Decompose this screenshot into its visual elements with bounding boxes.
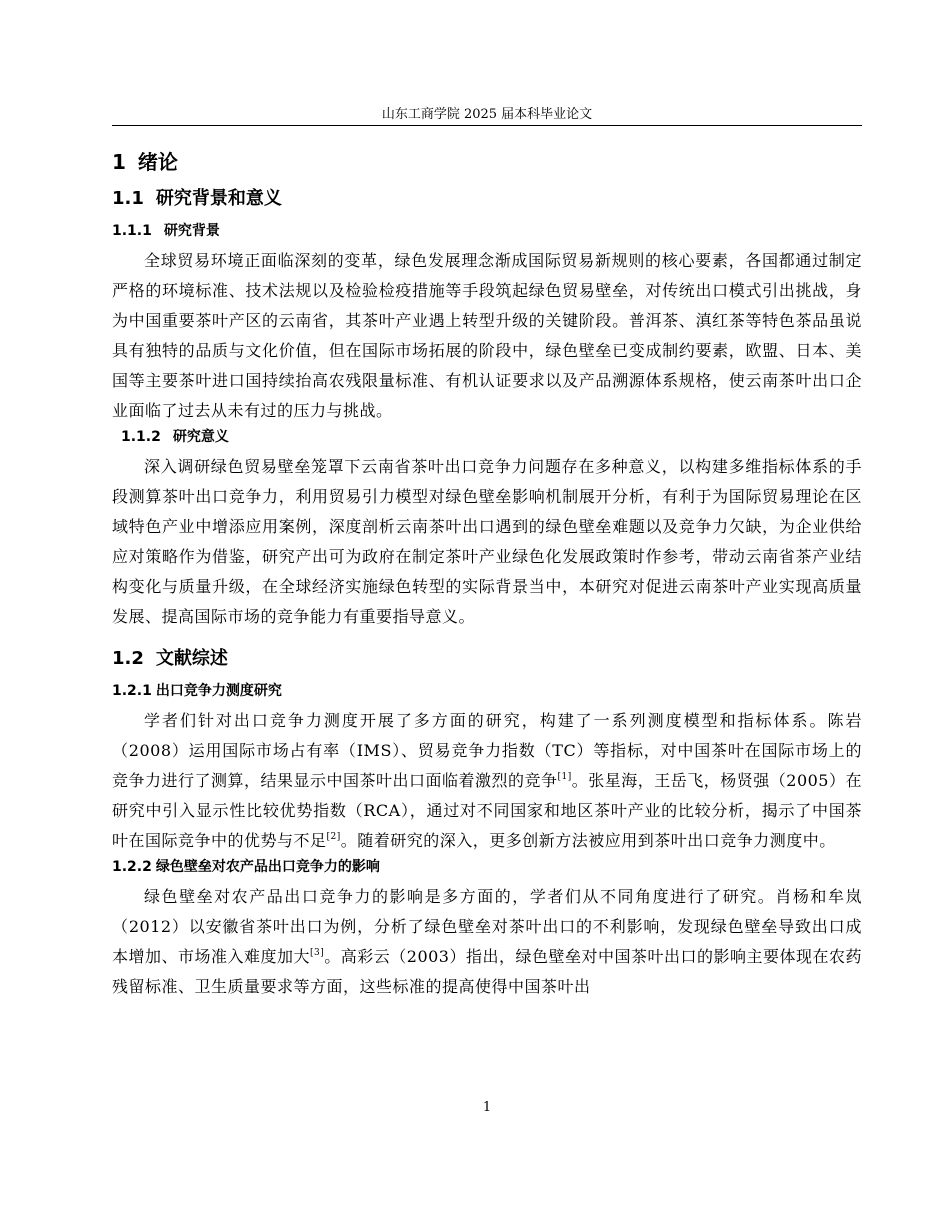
section-heading-1-1 — [112, 184, 862, 220]
section-number: 1 — [112, 150, 126, 174]
paragraph-text: 。张星海，王岳飞，杨贤强（2005）在研究中引入显示性比较优势指数（RCA），通过对不同国家和地区茶叶产业的比较分析，揭示了中国茶叶在国际竞争中的优势与不足 — [112, 771, 862, 850]
section-number: 1.1.2 — [121, 429, 161, 445]
section-number: 1.1.1 — [112, 223, 152, 239]
paragraph-green-barrier-impact — [112, 882, 862, 1002]
running-header: 山东工商学院 2025 届本科毕业论文 — [381, 107, 593, 122]
paragraph-text: 学者们针对出口竞争力测度开展了多方面的研究，构建了一系列测度模型和指标体系。陈岩（2008）运用国际市场占有率（IMS）、贸易竞争力指数（TC）等指标，对中国茶叶在国际市场上的竞争力进行了测算，结果显示中国茶叶出口面临着激烈的竞争 — [112, 711, 862, 790]
paragraph-export-competitiveness — [112, 706, 862, 856]
header-rule — [112, 125, 862, 126]
section-heading-1-2 — [112, 644, 862, 680]
citation-ref: [1] — [557, 772, 572, 782]
page-body — [112, 146, 862, 1002]
section-title: 出口竞争力测度研究 — [155, 683, 282, 699]
section-title: 文献综述 — [155, 648, 228, 669]
section-number: 1.2.1 — [112, 683, 152, 699]
paragraph-research-significance: 深入调研绿色贸易壁垒笼罩下云南省茶叶出口竞争力问题存在多种意义，以构建多维指标体系的手段测算茶叶出口竞争力，利用贸易引力模型对绿色壁垒影响机制展开分析，有利于为国际贸易理论在区域特色产业中增添应用案例，深度剖析云南茶叶出口遇到的绿色壁垒难题以及竞争力欠缺，为企业供给应对策略作为借鉴，研究产出可为政府在制定茶叶产业绿色化发展政策时作参考，带动云南省茶产业结构变化与质量升级，在全球经济实施绿色转型的实际背景当中，本研究对促进云南茶叶产业实现高质量发展、提高国际市场的竞争能力有重要指导意义。 — [112, 457, 862, 626]
paragraph-text: 。随着研究的深入，更多创新方法被应用到茶叶出口竞争力测度中。 — [340, 831, 836, 850]
section-number: 1.2.2 — [112, 859, 152, 875]
section-heading-1 — [112, 146, 862, 184]
citation-ref: [3] — [310, 948, 325, 958]
section-number: 1.2 — [112, 648, 144, 669]
section-title: 研究背景和意义 — [155, 188, 282, 209]
section-number: 1.1 — [112, 188, 144, 209]
paragraph-text: 。高彩云（2003）指出，绿色壁垒对中国茶叶出口的影响主要体现在农药残留标准、卫生质量要求等方面，这些标准的提高使得中国茶叶出 — [112, 947, 862, 996]
section-heading-1-1-1 — [112, 220, 862, 246]
section-title: 研究意义 — [172, 429, 229, 445]
citation-ref: [2] — [326, 832, 341, 842]
page-number: 1 — [482, 1100, 492, 1115]
section-heading-1-2-2 — [112, 856, 862, 882]
section-title: 研究背景 — [163, 223, 220, 239]
section-title: 绿色壁垒对农产品出口竞争力的影响 — [155, 859, 380, 875]
paragraph-research-background: 全球贸易环境正面临深刻的变革，绿色发展理念渐成国际贸易新规则的核心要素，各国都通过制定严格的环境标准、技术法规以及检验检疫措施等手段筑起绿色贸易壁垒，对传统出口模式引出挑战，身为中国重要茶叶产区的云南省，其茶叶产业遇上转型升级的关键阶段。普洱茶、滇红茶等特色茶品虽说具有独特的品质与文化价值，但在国际市场拓展的阶段中，绿色壁垒已变成制约要素，欧盟、日本、美国等主要茶叶进口国持续抬高农残限量标准、有机认证要求以及产品溯源体系规格，使云南茶叶出口企业面临了过去从未有过的压力与挑战。 — [112, 251, 862, 420]
section-heading-1-2-1 — [112, 680, 862, 706]
section-title: 绪论 — [137, 150, 178, 174]
paragraph-text: 绿色壁垒对农产品出口竞争力的影响是多方面的，学者们从不同角度进行了研究。肖杨和牟岚（2012）以安徽省茶叶出口为例，分析了绿色壁垒对茶叶出口的不利影响，发现绿色壁垒导致出口成本增加、市场准入难度加大 — [112, 887, 862, 966]
section-heading-1-1-2 — [112, 426, 862, 452]
